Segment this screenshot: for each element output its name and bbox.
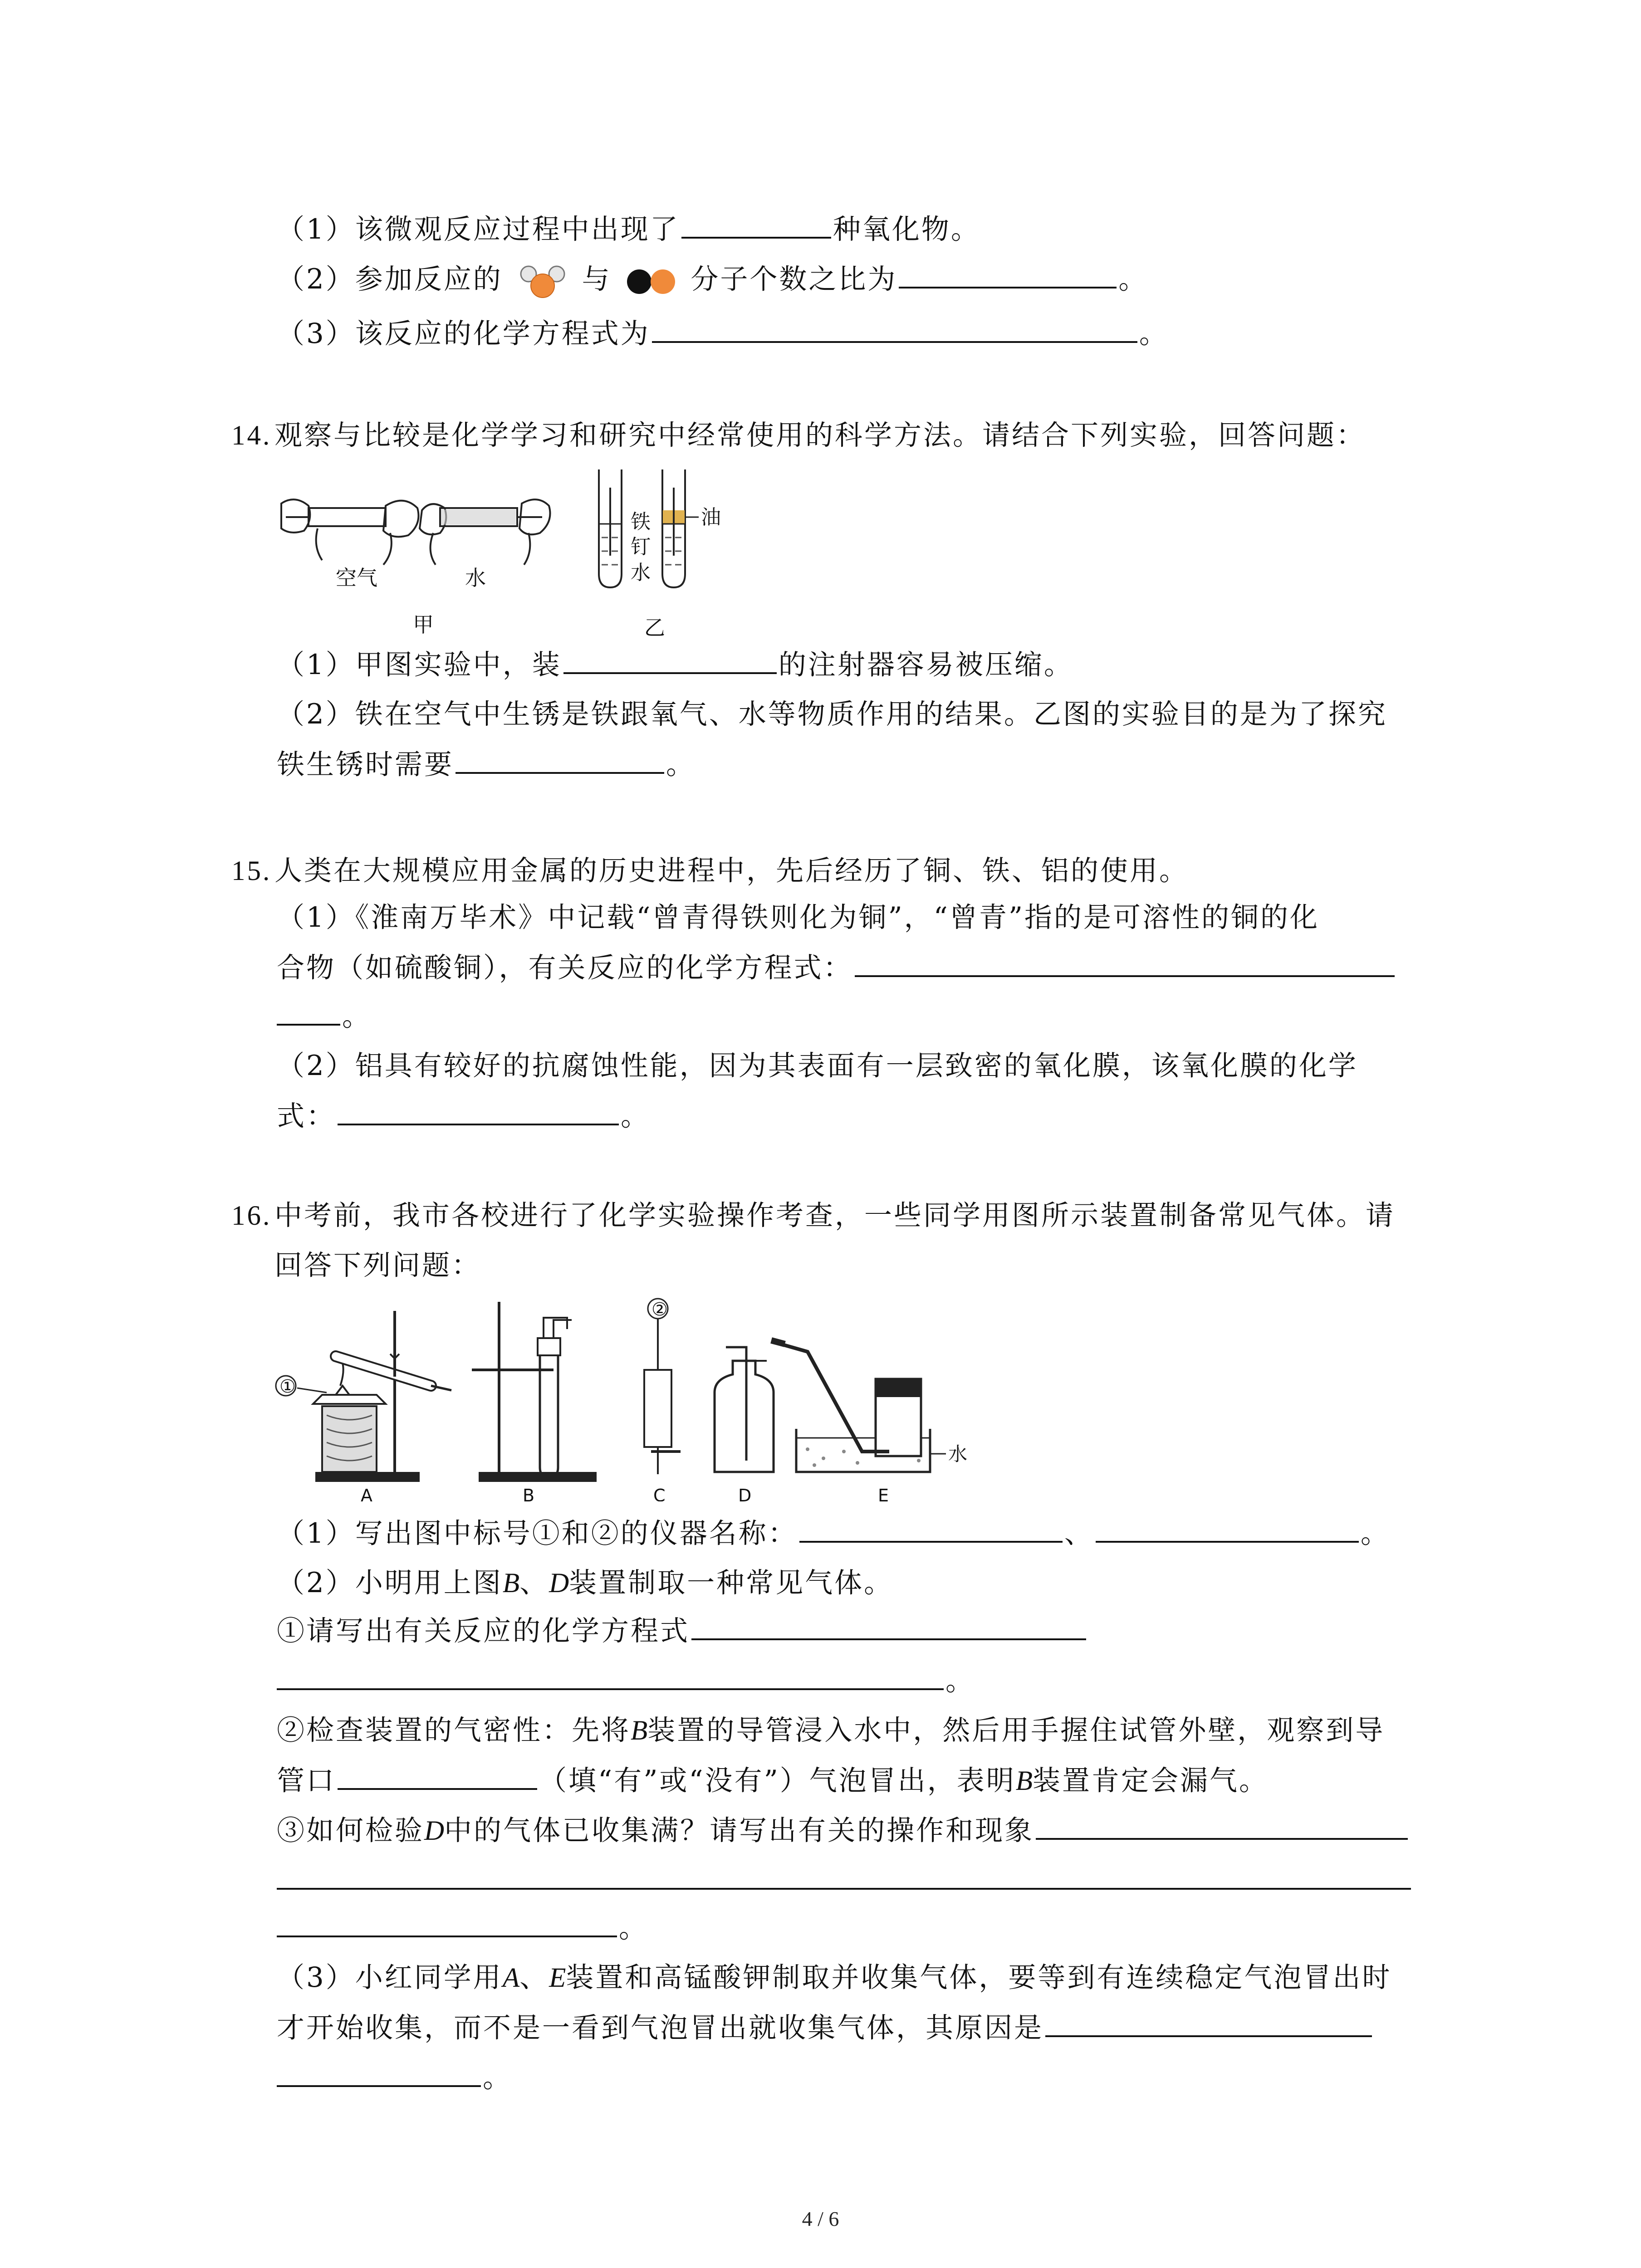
q14-figure-yi: [590, 460, 762, 642]
q16-sub2: （2）小明用上图B、D装置制取一种常见气体。: [277, 1567, 894, 1599]
answer-blank[interactable]: [899, 259, 1117, 288]
q14-sub2-line1: （2）铁在空气中生锈是铁跟氧气、水等物质作用的结果。乙图的实验目的是为了探究: [277, 698, 1387, 730]
q14-sub1: （1）甲图实验中，装 的注射器容易被压缩。: [277, 644, 1073, 685]
q16-stem-line2: 回答下列问题：: [274, 1249, 481, 1281]
label-air: 空气: [336, 566, 377, 590]
q14-stem: 14. 观察与比较是化学学习和研究中经常使用的科学方法。请结合下列实验，回答问题：: [231, 419, 1366, 451]
answer-blank[interactable]: [563, 644, 777, 674]
q15-stem: 15. 人类在大规模应用金属的历史进程中，先后经历了铜、铁、铝的使用。: [231, 855, 1189, 887]
q14-sub2-line2: 铁生锈时需要 。: [277, 744, 696, 785]
label-oil: 油: [701, 506, 721, 529]
answer-blank[interactable]: [652, 313, 1137, 343]
q16-sub2-iii: ③如何检验D中的气体已收集满？请写出有关的操作和现象: [277, 1810, 1410, 1852]
q16-sub2-iii-cont2: 。: [277, 1907, 648, 1949]
q13-sub1: （1）该微观反应过程中出现了 种氧化物。: [277, 209, 980, 250]
answer-blank[interactable]: [338, 1760, 537, 1790]
label-water: 水: [948, 1443, 968, 1465]
oxygen-water-molecule-icon: [515, 263, 569, 299]
apparatus-c-icon: [644, 1299, 681, 1474]
q15-sub2-line2: 式： 。: [277, 1095, 650, 1137]
answer-blank[interactable]: [799, 1513, 1063, 1543]
answer-blank[interactable]: [681, 209, 831, 239]
q15-sub2-line1: （2）铝具有较好的抗腐蚀性能，因为其表面有一层致密的氧化膜，该氧化膜的化学: [277, 1050, 1358, 1082]
q16-sub3-line1: （3）小红同学用A、E装置和高锰酸钾制取并收集气体，要等到有连续稳定气泡冒出时: [277, 1961, 1392, 1994]
answer-blank[interactable]: [456, 744, 664, 774]
q16-stem-line1: 16. 中考前，我市各校进行了化学实验操作考查，一些同学用图所示装置制备常见气体。请: [231, 1199, 1396, 1232]
answer-blank[interactable]: [277, 996, 340, 1026]
answer-blank[interactable]: [277, 1660, 944, 1690]
page-number: 4 / 6: [802, 2207, 839, 2230]
q16-sub2-ii-line2: 管口 （填“有”或“没有”）气泡冒出，表明B装置肯定会漏气。: [277, 1760, 1269, 1802]
answer-blank[interactable]: [1036, 1810, 1408, 1840]
figure-caption-yi: 乙: [644, 616, 665, 640]
answer-blank[interactable]: [277, 1907, 617, 1937]
q16-sub2-ii-line1: ②检查装置的气密性：先将B装置的导管浸入水中，然后用手握住试管外壁，观察到导: [277, 1714, 1385, 1746]
caption-d: D: [738, 1486, 752, 1501]
answer-blank[interactable]: [855, 947, 1395, 977]
q16-sub3-line3: 。: [277, 2057, 512, 2098]
apparatus-a-icon: [276, 1311, 451, 1482]
caption-b: B: [523, 1486, 535, 1501]
q16-sub3-line2: 才开始收集，而不是一看到气泡冒出就收集气体，其原因是: [277, 2007, 1374, 2048]
syringe-water-icon: [420, 499, 550, 565]
q16-sub2-i: ①请写出有关反应的化学方程式: [277, 1610, 1088, 1652]
q15-sub1-line2: 合物（如硫酸铜），有关反应的化学方程式：: [277, 947, 1396, 988]
apparatus-b-icon: [472, 1302, 597, 1482]
figure-caption-jia: 甲: [413, 612, 434, 637]
q16-sub2-i-cont: 。: [277, 1660, 975, 1701]
answer-blank[interactable]: [338, 1095, 619, 1125]
q16-apparatus-figure: [272, 1293, 1025, 1501]
label-nail: 钉: [631, 535, 651, 558]
q13-sub2: （2）参加反应的 与 分子个数之比为 。: [277, 259, 1148, 300]
marker-2: ②: [652, 1299, 668, 1320]
q14-figure-jia: [277, 460, 558, 637]
label-iron: 铁: [631, 510, 651, 533]
q13-sub3: （3）该反应的化学方程式为 。: [277, 313, 1169, 354]
answer-blank[interactable]: [691, 1610, 1086, 1640]
caption-a: A: [361, 1486, 372, 1501]
label-water: 水: [465, 566, 486, 590]
answer-blank[interactable]: [1096, 1513, 1359, 1543]
q15-sub1-line3: 。: [277, 996, 372, 1037]
apparatus-e-icon: [771, 1340, 967, 1472]
q15-sub1-line1: （1）《淮南万毕术》中记载“曾青得铁则化为铜”，“曾青”指的是可溶性的铜的化: [277, 901, 1320, 934]
answer-blank[interactable]: [277, 1860, 1411, 1890]
carbon-oxygen-molecule-icon: [624, 265, 678, 297]
answer-blank[interactable]: [277, 2057, 481, 2087]
marker-1: ①: [279, 1376, 296, 1397]
label-water: 水: [631, 561, 651, 584]
q16-sub1: （1）写出图中标号①和②的仪器名称： 、 。: [277, 1513, 1390, 1554]
q16-sub2-iii-cont1: [277, 1860, 1413, 1901]
syringe-air-icon: [281, 499, 419, 565]
caption-c: C: [653, 1486, 666, 1501]
caption-e: E: [878, 1486, 889, 1501]
answer-blank[interactable]: [1045, 2007, 1372, 2037]
apparatus-d-icon: [715, 1347, 774, 1472]
